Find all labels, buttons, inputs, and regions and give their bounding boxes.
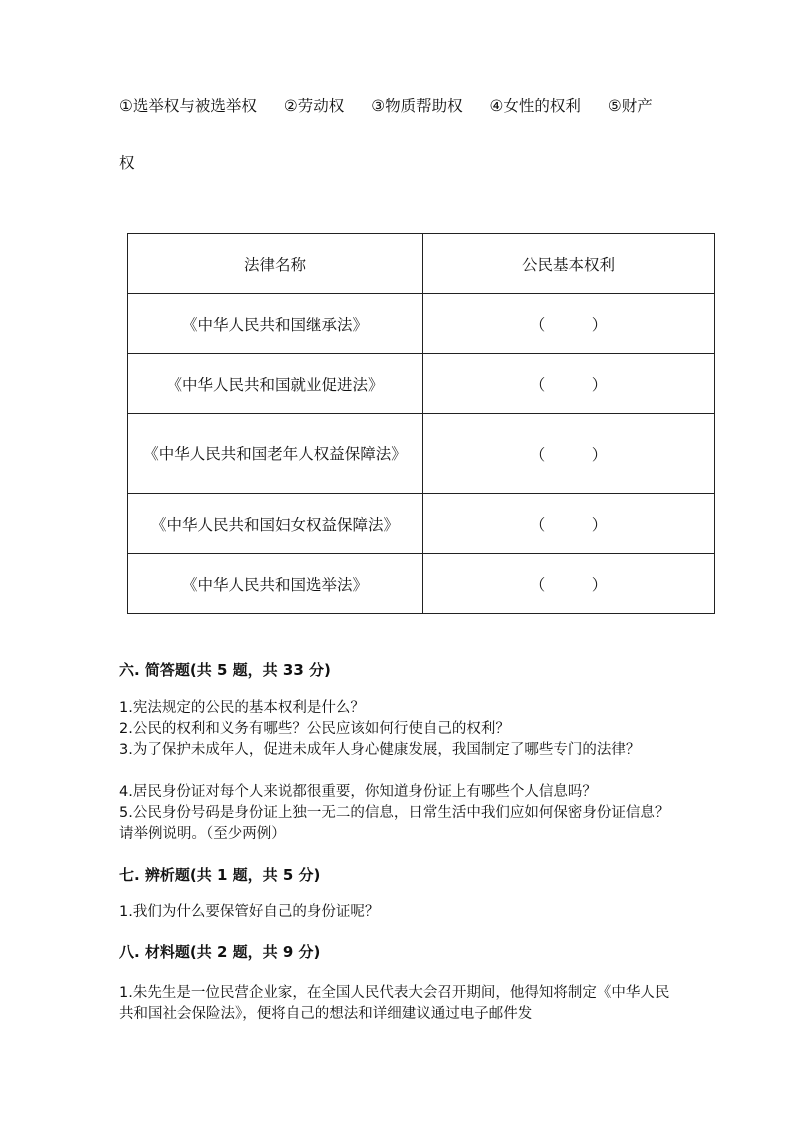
answer-blank[interactable]: （ ）: [423, 354, 715, 414]
section-8-title: 八. 材料题(共 2 题，共 9 分): [119, 943, 321, 961]
option-5-continuation: 权: [119, 154, 135, 172]
header-law-name: 法律名称: [128, 234, 423, 294]
answer-blank[interactable]: （ ）: [423, 294, 715, 354]
table-row: [128, 294, 715, 354]
question-8-1: 1.朱先生是一位民营企业家，在全国人民代表大会召开期间，他得知将制定《中华人民共和国社会保险法》，便将自己的想法和详细建议通过电子邮件发: [119, 985, 670, 1022]
table-row: [128, 494, 715, 554]
law-name-cell: 《中华人民共和国就业促进法》: [128, 354, 423, 414]
answer-blank[interactable]: （ ）: [423, 554, 715, 614]
table-row: [128, 354, 715, 414]
section-6-title: 六. 简答题(共 5 题，共 33 分): [119, 661, 331, 679]
law-name-cell: 《中华人民共和国老年人权益保障法》: [128, 414, 423, 494]
option-1: ①选举权与被选举权: [119, 97, 257, 115]
question-6-2: 2.公民的权利和义务有哪些？公民应该如何行使自己的权利？: [119, 721, 510, 737]
header-basic-rights: 公民基本权利: [423, 234, 715, 294]
law-name-cell: 《中华人民共和国继承法》: [128, 294, 423, 354]
table-row: [128, 414, 715, 494]
option-2: ②劳动权: [283, 97, 345, 115]
section-7-title: 七. 辨析题(共 1 题，共 5 分): [119, 866, 321, 884]
answer-blank[interactable]: （ ）: [423, 414, 715, 494]
question-6-5: 5.公民身份号码是身份证上独一无二的信息，日常生活中我们应如何保密身份证信息？请举例说明。（至少两例）: [119, 805, 670, 842]
rights-options: [119, 96, 679, 116]
answer-blank[interactable]: （ ）: [423, 494, 715, 554]
table-row: [128, 554, 715, 614]
law-name-cell: 《中华人民共和国妇女权益保障法》: [128, 494, 423, 554]
question-6-3: 3.为了保护未成年人，促进未成年人身心健康发展，我国制定了哪些专门的法律？: [119, 742, 641, 758]
question-6-4: 4.居民身份证对每个人来说都很重要，你知道身份证上有哪些个人信息吗？: [119, 784, 597, 800]
table-header-row: [128, 234, 715, 294]
question-6-1: 1.宪法规定的公民的基本权利是什么？: [119, 700, 365, 716]
option-3: ③物质帮助权: [371, 97, 463, 115]
law-rights-table: [127, 233, 715, 614]
question-7-1: 1.我们为什么要保管好自己的身份证呢？: [119, 904, 380, 920]
law-name-cell: 《中华人民共和国选举法》: [128, 554, 423, 614]
option-4: ④女性的权利: [489, 97, 581, 115]
option-5: ⑤财产: [607, 97, 653, 115]
